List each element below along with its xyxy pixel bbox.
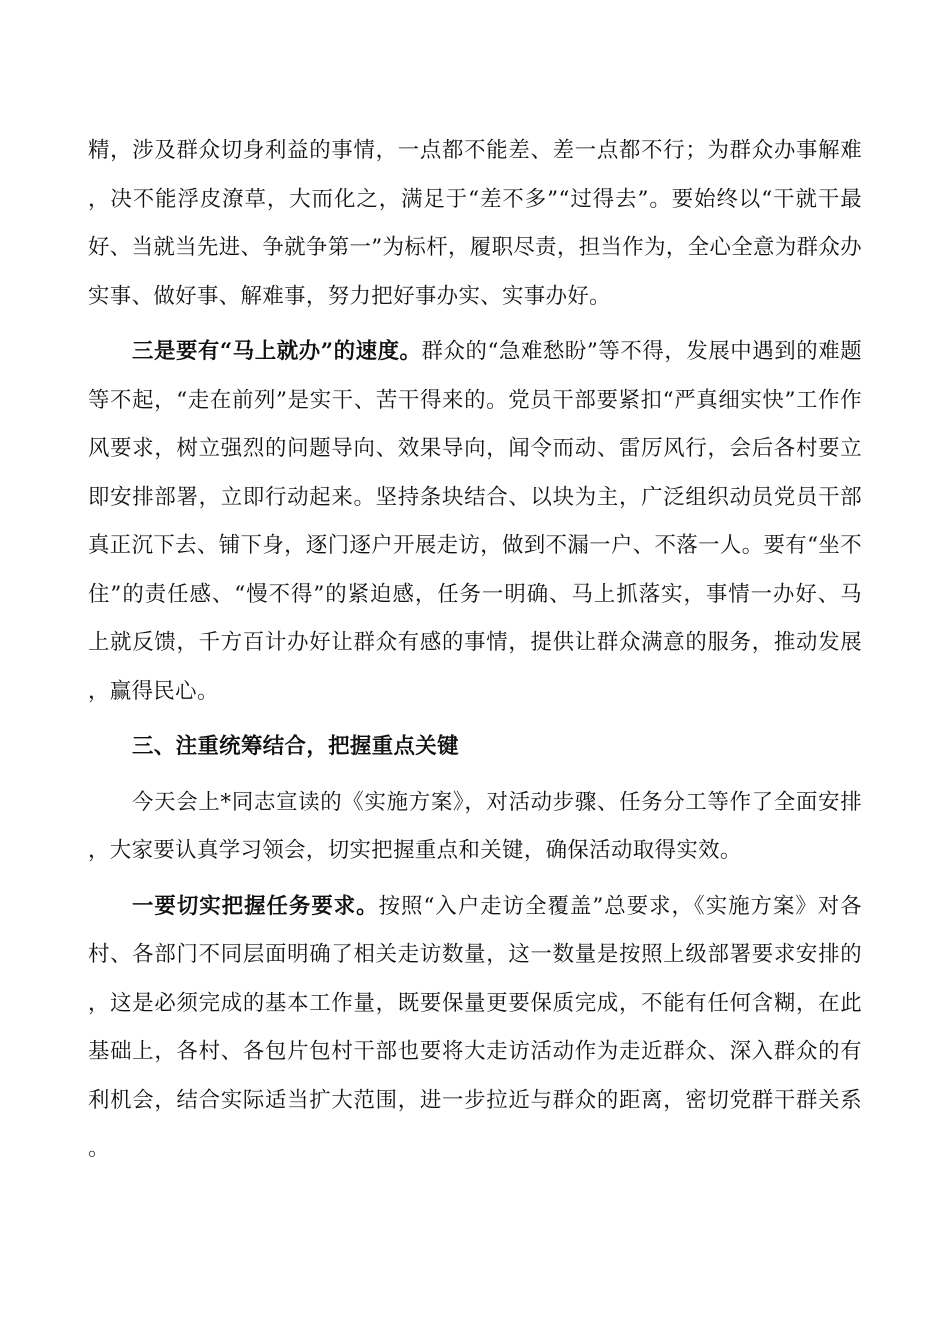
paragraph-continued — [88, 127, 862, 321]
paragraph-text: 按照“入户走访全覆盖”总要求，《实施方案》对各村、各部门不同层面明确了相关走访数量，这一数量是按照上级部署要求安排的，这是必须完成的基本工作量，既要保量更要保质完成，不能有任何含糊，在此基础上，各村、各包片包村干部也要将大走访活动作为走近群众、深入群众的有利机会，结合实际适当扩大范围，进一步拉近与群众的距离，密切党群干群关系。 — [88, 893, 862, 1161]
paragraph-lead: 一要切实把握任务要求。 — [132, 893, 379, 919]
paragraph-text: 精，涉及群众切身利益的事情，一点都不能差、差一点都不行；为群众办事解难，决不能浮皮潦草，大而化之，满足于“差不多”“过得去”。要始终以“干就干最好、当就当先进、争就争第一”为标杆，履职尽责，担当作为，全心全意为群众办实事、做好事、解难事，努力把好事办实、实事办好。 — [88, 138, 863, 309]
paragraph-task-requirements — [88, 883, 862, 1174]
paragraph-intro — [88, 779, 862, 876]
paragraph-speed — [88, 328, 862, 716]
paragraph-lead: 三是要有“马上就办”的速度。 — [132, 339, 422, 364]
document-page — [88, 127, 862, 1174]
paragraph-text: 今天会上*同志宣读的《实施方案》，对活动步骤、任务分工等作了全面安排，大家要认真学习领会，切实把握重点和关键，确保活动取得实效。 — [88, 789, 862, 863]
paragraph-text: 群众的“急难愁盼”等不得，发展中遇到的难题等不起，“走在前列”是实干、苦干得来的。党员干部要紧扣“严真细实快”工作作风要求，树立强烈的问题导向、效果导向，闻令而动、雷厉风行，会后各村要立即安排部署，立即行动起来。坚持条块结合、以块为主，广泛组织动员党员干部真正沉下去、铺下身，逐门逐户开展走访，做到不漏一户、不落一人。要有“坐不住”的责任感、“慢不得”的紧迫感，任务一明确、马上抓落实，事情一办好、马上就反馈，千方百计办好让群众有感的事情，提供让群众满意的服务，推动发展，赢得民心。 — [88, 339, 863, 704]
section-heading: 三、注重统筹结合，把握重点关键 — [132, 734, 459, 759]
